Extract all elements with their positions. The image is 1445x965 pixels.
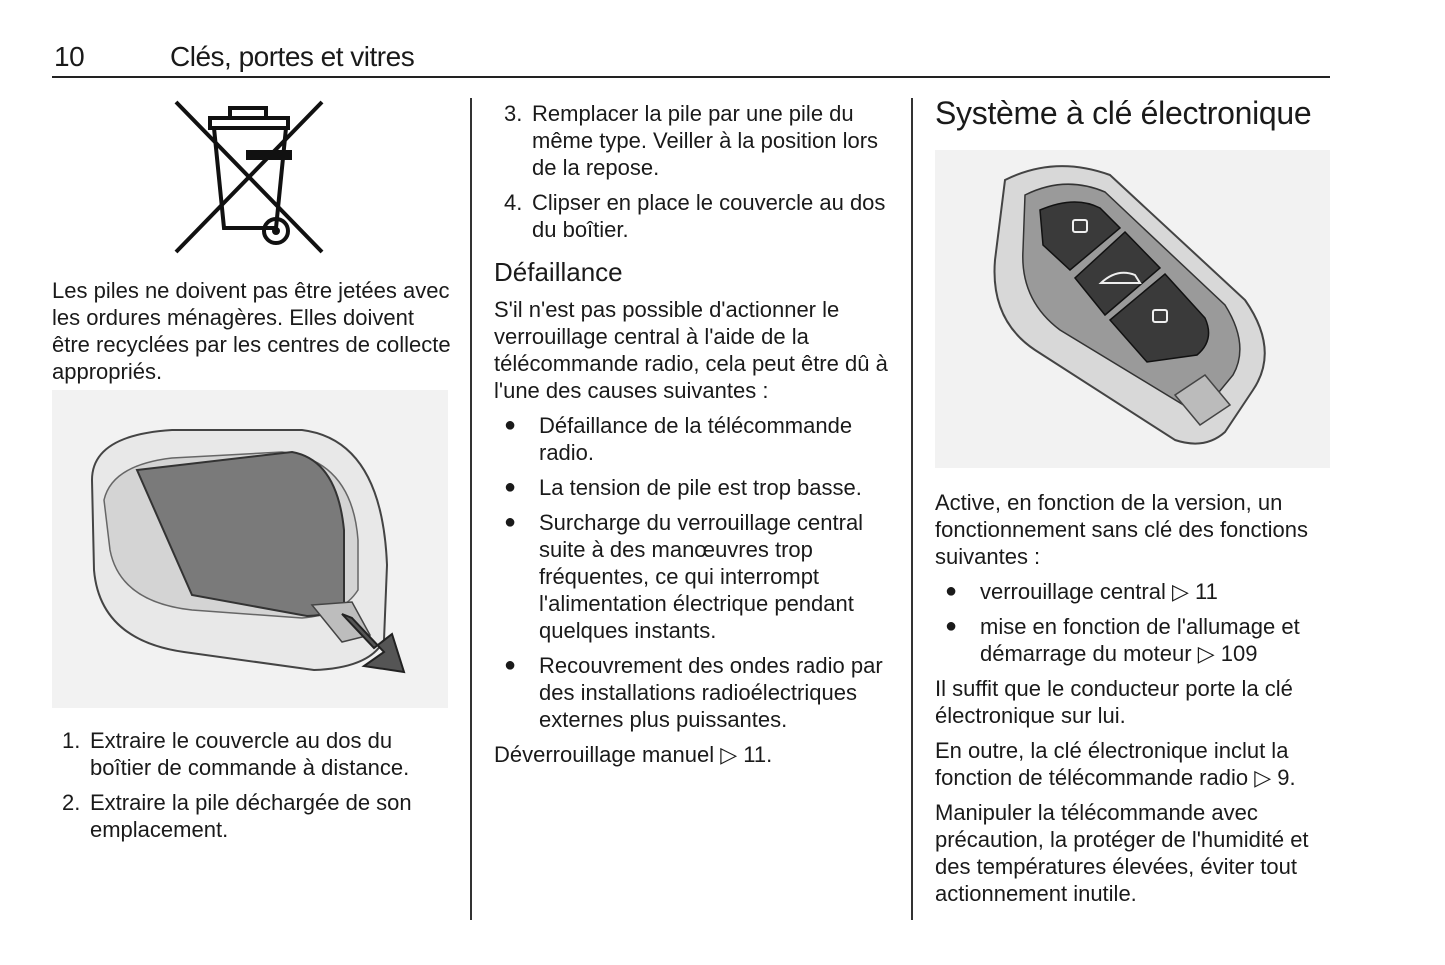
bullet-icon: ● [945,615,958,637]
column-divider-left [470,98,472,920]
list-item: ● verrouillage central ▷ 11 [945,579,1218,604]
right-column-text [935,489,1335,915]
list-item: ● Défaillance de la télécommande radio. [504,413,853,465]
paragraph-remote-function: En outre, la clé électronique inclut la fonction de télécommande radio ▷ 9. [935,738,1296,790]
keyless-heading: Système à clé électronique [935,95,1312,131]
reference-arrow-icon[interactable]: ▷ [1172,579,1189,604]
list-item: ● Surcharge du verrouillage central suite à des manœuvres trop fréquentes, ce qui interrompt l'alimentation électrique pendant quelques instants. [504,510,864,643]
left-column-text [52,277,457,393]
failure-intro: S'il n'est pas possible d'actionner le verrouillage central à l'aide de la télécommande radio, cela peut être dû à l'une des causes suivantes : [494,297,888,403]
reference-arrow-icon[interactable]: ▷ [720,742,738,767]
keyless-intro: Active, en fonction de la version, un fonctionnement sans clé des fonctions suivantes : [935,490,1309,569]
page-number: 10 [54,41,85,72]
section-title: Clés, portes et vitres [170,41,415,72]
bullet-icon: ● [504,476,517,498]
page-header [52,40,1330,78]
bullet-icon: ● [945,580,958,602]
left-steps [52,727,457,851]
bullet-icon: ● [504,511,517,533]
paragraph-driver-carries-key: Il suffit que le conducteur porte la clé électronique sur lui. [935,676,1293,728]
list-item: 2. Extraire la pile déchargée de son emplacement. [62,790,412,842]
bullet-icon: ● [504,654,517,676]
battery-disposal-text: Les piles ne doivent pas être jetées avec les ordures ménagères. Elles doivent être recyclées par les centres de collecte appropriés. [52,278,451,384]
bullet-icon: ● [504,414,517,436]
recycling-bin-crossed-icon [168,98,330,258]
list-item: 1. Extraire le couvercle au dos du boîtier de commande à distance. [62,728,410,780]
list-item: ● mise en fonction de l'allumage et démarrage du moteur ▷ 109 [945,614,1300,666]
list-item: ● La tension de pile est trop basse. [504,475,862,500]
paragraph-handling-care: Manipuler la télécommande avec précaution, la protéger de l'humidité et des températures élevées, éviter tout actionnement inutile. [935,800,1309,906]
middle-column [494,100,894,776]
electronic-key-illustration [935,150,1330,468]
remote-back-cover-illustration [52,390,448,708]
list-item: ● Recouvrement des ondes radio par des installations radioélectriques externes plus puissantes. [504,653,883,732]
failure-heading: Défaillance [494,257,623,287]
list-item: 4. Clipser en place le couvercle au dos du boîtier. [504,190,886,242]
column-divider-right [911,98,913,920]
reference-arrow-icon[interactable]: ▷ [1254,765,1272,790]
manual-unlock-ref[interactable]: 11. [743,742,773,767]
list-item: 3. Remplacer la pile par une pile du même type. Veiller à la position lors de la repose. [504,101,879,180]
manual-unlock-line: Déverrouillage manuel ▷ 11. [494,742,773,767]
reference-arrow-icon[interactable]: ▷ [1197,641,1215,666]
right-column-heading [935,95,1335,131]
